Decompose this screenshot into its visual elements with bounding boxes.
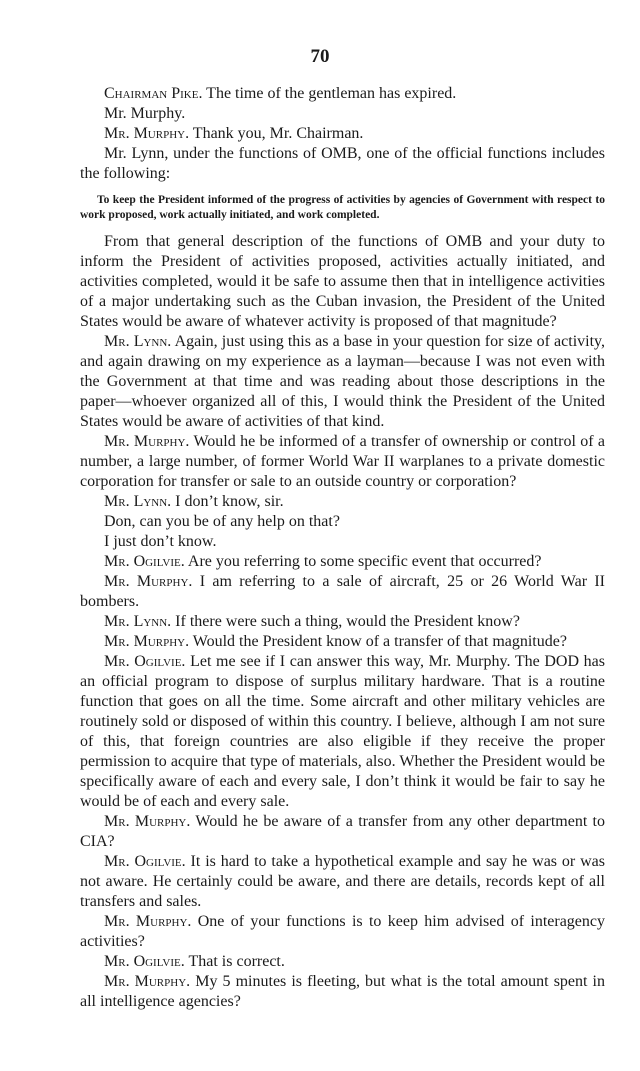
paragraph-text: Would he be aware of a transfer from any other department to CIA? <box>80 813 605 850</box>
speaker-name: Mr. Murphy. <box>104 573 193 590</box>
transcript-paragraph <box>80 492 605 512</box>
paragraph-text: I am referring to a sale of aircraft, 25 or 26 World War II bombers. <box>80 573 606 610</box>
paragraph-text: Thank you, Mr. Chairman. <box>189 125 364 142</box>
transcript-paragraph <box>80 144 605 184</box>
transcript-paragraph <box>80 632 605 652</box>
paragraph-text: My 5 minutes is fleeting, but what is the total amount spent in all intelligence agencies? <box>80 973 606 1010</box>
transcript-paragraph <box>80 572 605 612</box>
speaker-name: Mr. Ogilvie. <box>104 653 186 670</box>
transcript-paragraph <box>80 612 605 632</box>
transcript-paragraph <box>80 332 605 432</box>
paragraph-text: Would the President know of a transfer of that magnitude? <box>189 633 567 650</box>
transcript-paragraph <box>80 812 605 852</box>
transcript-paragraph <box>80 852 605 912</box>
speaker-name: Mr. Lynn. <box>104 613 172 630</box>
speaker-name: Mr. Murphy. <box>104 633 190 650</box>
transcript-paragraph <box>80 512 605 532</box>
speaker-name: Mr. Murphy. <box>104 973 191 990</box>
paragraph-text: Don, can you be of any help on that? <box>104 513 340 530</box>
paragraph-text: It is hard to take a hypothetical example and say he was or was not aware. He certainly could be aware, and there are details, records kept of all transfers and sales. <box>80 853 605 910</box>
transcript-paragraph <box>80 104 605 124</box>
paragraph-text: Again, just using this as a base in your question for size of activity, and again drawing on my experience as a layman—because I was not even with the Government at that time and was reading about those descriptions in the paper—whoever organized all of this, I would think the President of the United States would be aware of activities of that kind. <box>80 333 606 430</box>
paragraph-text: I don’t know, sir. <box>171 493 284 510</box>
paragraph-text: Let me see if I can answer this way, Mr. Murphy. The DOD has an official program to dispose of surplus military hardware. That is a routine function that goes on all the time. Some aircraft and other military vehicles are routinely sold or disposed of within this country. I believe, although I am not sure of this, that foreign countries are also eligible if they receive the proper permission to acquire that type of materials, also. Whether the President would be specifically aware of each and every sale, I don’t think it would be fair to say he would be of each and every sale. <box>80 653 605 810</box>
transcript-paragraph <box>80 952 605 972</box>
transcript-body <box>80 84 605 1012</box>
transcript-paragraph <box>80 652 605 812</box>
speaker-name: Mr. Lynn. <box>104 333 172 350</box>
paragraph-text: Would he be informed of a transfer of ownership or control of a number, a large number, of former World War II warplanes to a private domestic corporation for transfer or sale to an outside country or corporation? <box>80 433 605 490</box>
speaker-name: Mr. Lynn. <box>104 493 172 510</box>
transcript-paragraph <box>80 552 605 572</box>
transcript-paragraph <box>80 972 605 1012</box>
paragraph-text: From that general description of the functions of OMB and your duty to inform the President of activities proposed, activities actually initiated, and activities completed, would it be safe to assume then that in intelligence activities of a major undertaking such as the Cuban invasion, the President of the United States would be aware of whatever activity is proposed of that magnitude? <box>80 233 605 330</box>
paragraph-text: Mr. Murphy. <box>104 105 186 122</box>
speaker-name: Mr. Murphy. <box>104 913 192 930</box>
transcript-paragraph <box>80 84 605 104</box>
paragraph-text: Mr. Lynn, under the functions of OMB, one of the official functions includes the following: <box>80 145 605 182</box>
transcript-paragraph <box>80 532 605 552</box>
speaker-name: Chairman Pike. <box>104 85 203 102</box>
quoted-function: To keep the President informed of the progress of activities by agencies of Government with respect to work proposed, work actually initiated, and work completed. <box>80 194 605 221</box>
paragraph-text: I just don’t know. <box>104 533 217 550</box>
transcript-paragraph <box>80 432 605 492</box>
testimony-exchange <box>80 232 605 1012</box>
opening-exchange <box>80 84 605 184</box>
speaker-name: Mr. Ogilvie. <box>104 953 185 970</box>
speaker-name: Mr. Ogilvie. <box>104 853 186 870</box>
paragraph-text: The time of the gentleman has expired. <box>202 85 457 102</box>
paragraph-text: One of your functions is to keep him advised of interagency activities? <box>80 913 606 950</box>
transcript-paragraph <box>80 232 605 332</box>
paragraph-text: Are you referring to some specific event that occurred? <box>184 553 542 570</box>
paragraph-text: If there were such a thing, would the President know? <box>171 613 520 630</box>
speaker-name: Mr. Murphy. <box>104 125 190 142</box>
speaker-name: Mr. Ogilvie. <box>104 553 185 570</box>
paragraph-text: That is correct. <box>184 953 285 970</box>
speaker-name: Mr. Murphy. <box>104 433 190 450</box>
transcript-paragraph <box>80 912 605 952</box>
page-number: 70 <box>310 46 330 67</box>
speaker-name: Mr. Murphy. <box>104 813 191 830</box>
transcript-paragraph <box>80 124 605 144</box>
